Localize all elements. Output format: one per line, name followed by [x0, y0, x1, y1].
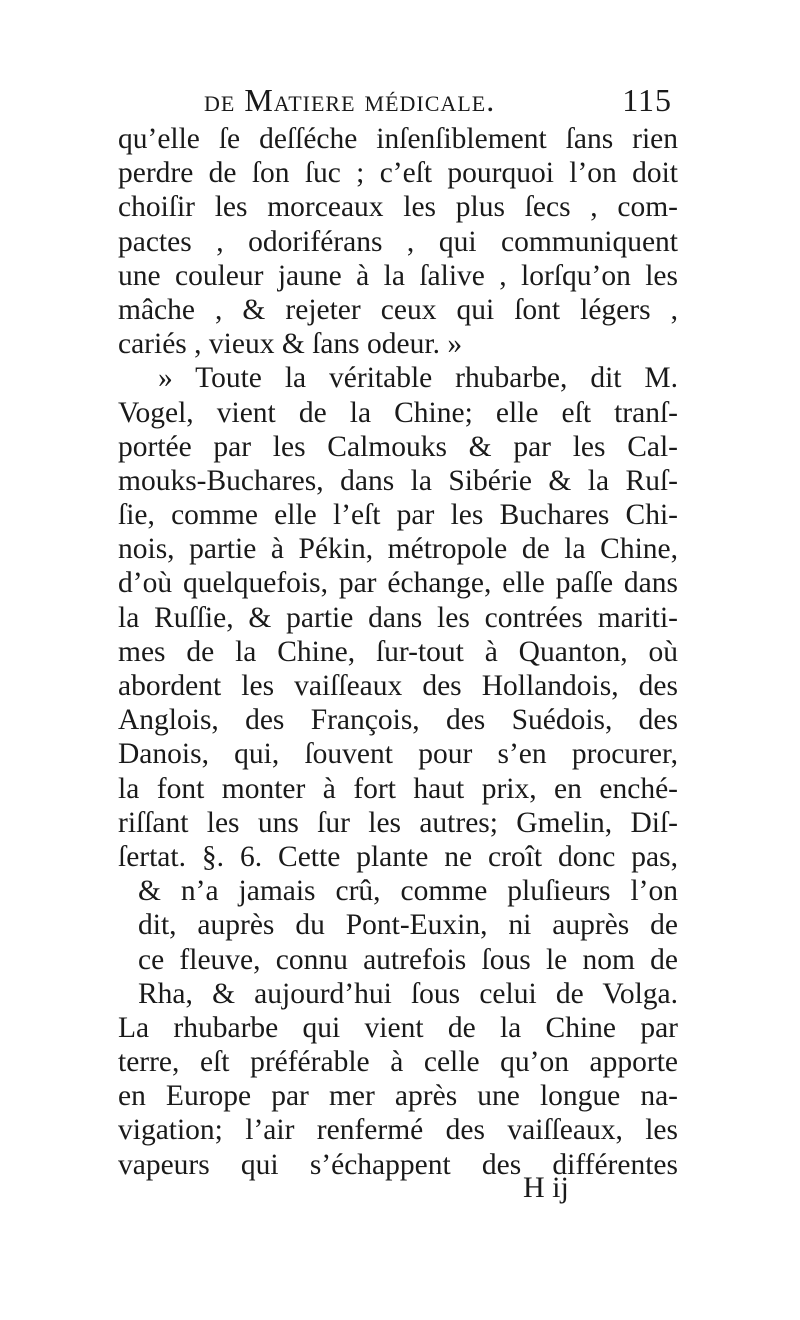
- text-line: mâche , & rejeter ceux qui ſont légers ,: [118, 293, 678, 326]
- text-line: Danois, qui, ſouvent pour s’en procurer,: [118, 738, 678, 771]
- body-text: [118, 122, 678, 1182]
- text-line: mouks-Buchares, dans la Sibérie & la Ruſ-: [118, 464, 678, 497]
- text-line: choiſir les morceaux les plus ſecs , com-: [118, 191, 678, 224]
- text-line: nois, partie à Pékin, métropole de la Chine,: [118, 533, 678, 566]
- text-line: La rhubarbe qui vient de la Chine par: [118, 1011, 678, 1044]
- text-line: vapeurs qui s’échappent des différentes: [118, 1148, 678, 1181]
- text-line: ſie, comme elle l’eſt par les Buchares Chi-: [118, 499, 678, 532]
- text-line: cariés , vieux & ſans odeur. »: [118, 328, 463, 361]
- text-line: & n’a jamais crû, comme pluſieurs l’on: [138, 875, 678, 908]
- page-header: [118, 78, 678, 122]
- text-line: terre, eſt préférable à celle qu’on apporte: [118, 1046, 678, 1079]
- running-title: de Matiere médicale.: [204, 82, 496, 118]
- text-line: la Ruſſie, & partie dans les contrées mariti-: [118, 601, 678, 634]
- text-line: vigation; l’air renfermé des vaiſſeaux, les: [118, 1114, 678, 1147]
- text-line: Anglois, des François, des Suédois, des: [118, 704, 678, 737]
- text-line: portée par les Calmouks & par les Cal-: [118, 430, 678, 463]
- text-line: ce fleuve, connu autrefois ſous le nom de: [138, 943, 678, 976]
- text-line: » Toute la véritable rhubarbe, dit M.: [158, 362, 678, 395]
- page-number: 115: [622, 82, 672, 118]
- text-line: mes de la Chine, ſur-tout à Quanton, où: [118, 635, 678, 668]
- text-line: Rha, & aujourd’hui ſous celui de Volga.: [138, 977, 678, 1010]
- text-line: riſſant les uns ſur les autres; Gmelin, Diſ-: [118, 806, 678, 839]
- text-line: qu’elle ſe deſſéche inſenſiblement ſans rien: [118, 123, 678, 155]
- text-line: la font monter à fort haut prix, en enché-: [118, 772, 678, 805]
- text-line: une couleur jaune à la ſalive , lorſqu’on les: [118, 259, 678, 292]
- text-line: d’où quelquefois, par échange, elle paſſe dans: [118, 567, 678, 600]
- text-line: perdre de ſon ſuc ; c’eſt pourquoi l’on doit: [118, 157, 678, 190]
- text-line: pactes , odoriférans , qui communiquent: [118, 225, 678, 258]
- signature-mark: H ij: [523, 1171, 569, 1204]
- text-line: ſertat. §. 6. Cette plante ne croît donc pas,: [118, 840, 678, 873]
- text-line: dit, auprès du Pont-Euxin, ni auprès de: [138, 909, 678, 942]
- text-line: abordent les vaiſſeaux des Hollandois, des: [118, 670, 678, 702]
- text-line: en Europe par mer après une longue na-: [118, 1080, 678, 1113]
- text-line: Vogel, vient de la Chine; elle eſt tranſ-: [118, 396, 678, 429]
